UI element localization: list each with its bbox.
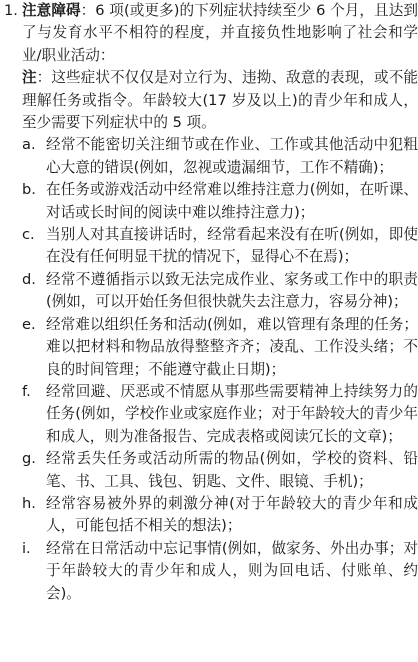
item-letter: f. bbox=[22, 382, 31, 400]
criterion-title: 注意障碍 bbox=[22, 2, 81, 19]
item-letter: b. bbox=[22, 181, 36, 199]
symptom-item-h bbox=[22, 493, 418, 538]
item-text: 当别人对其直接讲话时，经常看起来没有在听(例如，即使在没有任何明显干扰的情况下，显得心不在焉)； bbox=[46, 226, 418, 266]
symptom-item-d bbox=[22, 269, 418, 314]
item-text: 经常容易被外界的刺激分神(对于年龄较大的青少年和成人，可能包括不相关的想法)； bbox=[46, 494, 418, 535]
item-text: 经常丢失任务或活动所需的物品(例如，学校的资料、铅笔、书、工具、钱包、钥匙、文件、眼镜、手机)； bbox=[46, 450, 418, 490]
item-text: 经常回避、厌恶或不情愿从事那些需要精神上持续努力的任务(例如，学校作业或家庭作业；对于年龄较大的青少年和成人，则为准备报告、完成表格或阅读冗长的文章)； bbox=[46, 382, 418, 445]
item-text: 经常不遵循指示以致无法完成作业、家务或工作中的职责(例如，可以开始任务但很快就失去注意力，容易分神)； bbox=[46, 270, 418, 311]
note-label: 注 bbox=[22, 69, 37, 87]
item-letter: c. bbox=[22, 226, 35, 244]
item-text: 在任务或游戏活动中经常难以维持注意力(例如，在听课、对话或长时间的阅读中难以维持注意力)； bbox=[46, 181, 418, 221]
symptom-item-c bbox=[22, 224, 418, 269]
item-letter: e. bbox=[22, 315, 36, 333]
symptom-item-g bbox=[22, 448, 418, 493]
item-letter: d. bbox=[22, 270, 36, 288]
item-letter: a. bbox=[22, 136, 36, 154]
symptom-item-i bbox=[22, 538, 418, 605]
symptom-item-a bbox=[22, 134, 418, 179]
item-letter: i. bbox=[22, 539, 31, 557]
item-text: 经常在日常活动中忘记事情(例如，做家务、外出办事；对于年龄较大的青少年和成人，则为回电话、付账单、约会)。 bbox=[46, 539, 418, 602]
criterion-text: ：6 项(或更多)的下列症状持续至少 6 个月，且达到了与发育水平不相符的程度，并直接负性地影响了社会和学业/职业活动： bbox=[22, 2, 418, 64]
symptom-item-f bbox=[22, 381, 418, 448]
criterion-number: 1. bbox=[4, 2, 18, 19]
item-letter: g. bbox=[22, 450, 36, 468]
note-paragraph bbox=[0, 67, 418, 134]
item-text: 经常难以组织任务和活动(例如，难以管理有条理的任务；难以把材料和物品放得整整齐齐；凌乱、工作没头绪；不良的时间管理；不能遵守截止日期)； bbox=[46, 315, 418, 378]
criterion-heading bbox=[0, 0, 418, 67]
symptom-item-b bbox=[22, 179, 418, 224]
item-letter: h. bbox=[22, 494, 36, 512]
note-text: ：这些症状不仅仅是对立行为、违拗、敌意的表现，或不能理解任务或指令。年龄较大(17 岁及以上)的青少年和成人，至少需要下列症状中的 5 项。 bbox=[22, 69, 418, 132]
item-text: 经常不能密切关注细节或在作业、工作或其他活动中犯粗心大意的错误(例如，忽视或遗漏细节，工作不精确)； bbox=[46, 136, 418, 176]
symptom-item-e bbox=[22, 314, 418, 381]
